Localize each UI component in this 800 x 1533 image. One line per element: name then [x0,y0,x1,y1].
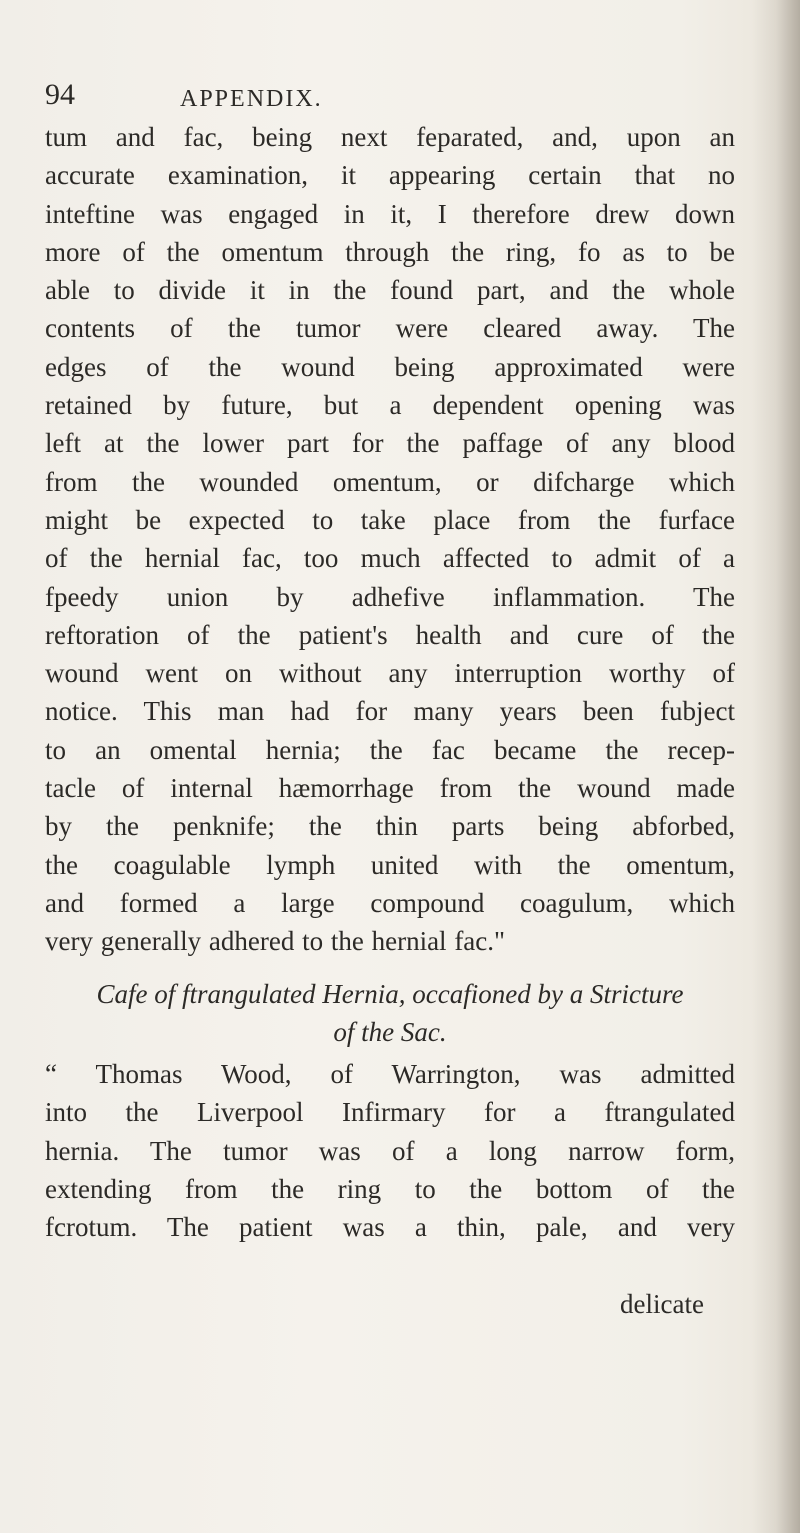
text-line: fcrotum. The patient was a thin, pale, and very [45,1212,735,1243]
section-heading-line: Cafe of ftrangulated Hernia, occafioned by a Stricture [96,979,684,1009]
text-line: able to divide it in the found part, and the whole [45,275,735,306]
text-line: left at the lower part for the paffage of any blood [45,428,735,459]
text-line: more of the omentum through the ring, fo as to be [45,236,735,267]
page-number: 94 [45,78,75,111]
section-heading-line: of the Sac. [333,1017,447,1047]
text-line: extending from the ring to the bottom of the [45,1173,735,1204]
text-line: to an omental hernia; the fac became the recep- [45,734,735,765]
text-line: edges of the wound being approximated were [45,351,735,382]
text-line: fpeedy union by adhefive inflammation. The [45,581,735,612]
text-line: accurate examination, it appearing certain that no [45,160,735,191]
text-line: of the hernial fac, too much affected to admit of a [45,543,735,574]
text-line: reftoration of the patient's health and cure of the [45,619,735,650]
text-line: and formed a large compound coagulum, which [45,887,735,918]
text-line: wound went on without any interruption worthy of [45,658,735,689]
text-line: inteftine was engaged in it, I therefore drew down [45,198,735,229]
text-line: “ Thomas Wood, of Warrington, was admitted [45,1059,735,1089]
text-line: the coagulable lymph united with the omentum, [45,849,735,880]
text-line: from the wounded omentum, or difcharge which [45,466,735,497]
text-line: very generally adhered to the hernial fac." [45,926,506,957]
paragraph-1 [45,118,735,961]
text-line: contents of the tumor were cleared away. The [45,313,735,344]
paragraph-2 [45,1055,735,1246]
text-line: hernia. The tumor was of a long narrow form, [45,1135,735,1166]
text-line: into the Liverpool Infirmary for a ftrangulated [45,1097,735,1128]
text-line: tum and fac, being next feparated, and, upon an [45,122,735,152]
text-line: tacle of internal hæmorrhage from the wound made [45,773,735,804]
section-heading [45,975,735,1051]
text-line: by the penknife; the thin parts being abforbed, [45,811,735,842]
text-line: might be expected to take place from the furface [45,504,735,535]
catchword: delicate [620,1289,704,1319]
text-line: notice. This man had for many years been fubject [45,696,735,727]
text-line: retained by future, but a dependent opening was [45,390,735,421]
page-edge-shadow [752,0,800,1533]
running-head: APPENDIX. [180,86,323,112]
page-header [45,78,735,118]
